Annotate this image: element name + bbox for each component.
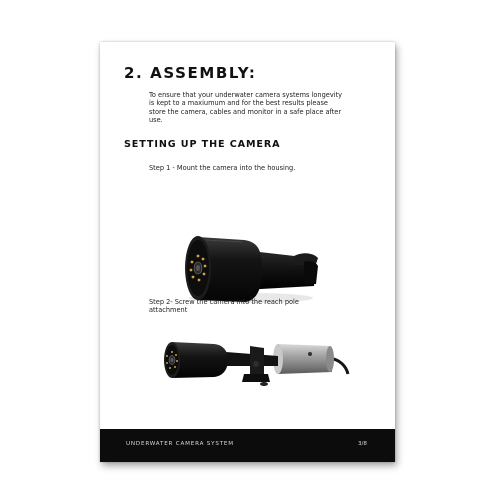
step-2-text: Step 2- Screw the camera into the reach pole attachment <box>149 298 299 315</box>
camera-housing-image <box>176 192 336 312</box>
setup-heading: SETTING UP THE CAMERA <box>124 139 281 150</box>
manual-page <box>100 42 395 462</box>
page-footer <box>100 429 395 462</box>
step-1-text: Step 1 - Mount the camera into the housing. <box>149 164 296 172</box>
reach-pole-attachment-image <box>160 336 350 390</box>
section-heading: 2. ASSEMBLY: <box>124 64 257 82</box>
intro-paragraph: To ensure that your underwater camera systems longevity is kept to a maxiumum and for the best results please store the camera, cables and monitor in a safe place after use. <box>149 91 343 124</box>
footer-title: UNDERWATER CAMERA SYSTEM <box>126 441 234 447</box>
page-number: 3/8 <box>357 441 367 447</box>
